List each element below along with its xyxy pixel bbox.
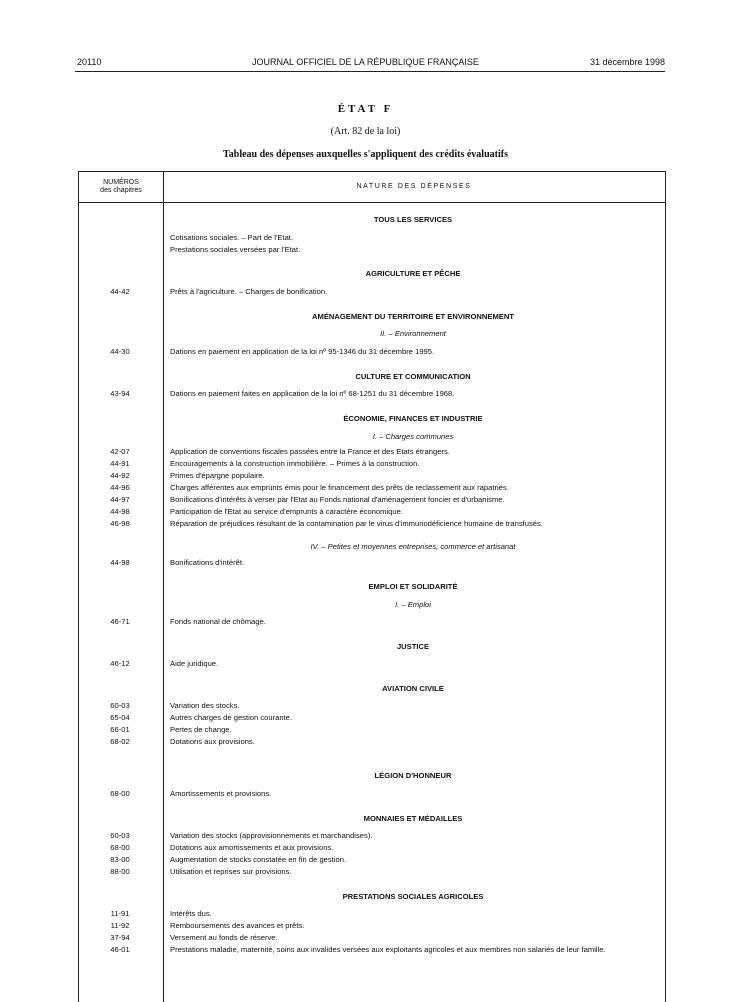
etat-title: ÉTAT F: [337, 103, 394, 115]
expense-label: Aide juridique.: [170, 659, 219, 668]
column-header-nature: NATURE DES DÉPENSES: [356, 183, 472, 190]
article-reference: (Art. 82 de la loi): [330, 126, 401, 137]
expense-label: ÉCONOMIE, FINANCES ET INDUSTRIE: [343, 414, 483, 423]
section-heading: [78, 413, 664, 425]
chapter-number: 68-00: [110, 789, 130, 798]
section-heading: [78, 214, 664, 226]
chapter-number: 42-07: [110, 447, 130, 456]
expense-label: Prestations maladie, maternité, soins aux invalides versées aux exploitants agricoles et aux membres non salariés de leur famille.: [170, 945, 606, 954]
expense-label: CULTURE ET COMMUNICATION: [355, 372, 471, 381]
chapter-number: 46-98: [110, 519, 130, 528]
expense-label: Prêts à l'agriculture. – Charges de bonification.: [170, 287, 328, 296]
expense-label: Dotations aux provisions.: [170, 737, 255, 746]
expense-label: PRESTATIONS SOCIALES AGRICOLES: [342, 892, 484, 901]
table-row: [78, 616, 664, 628]
chapter-number: 65-04: [110, 713, 130, 722]
expense-label: Encouragements à la construction immobilière. – Primes à la construction.: [170, 459, 420, 468]
expense-label: I. – Charges communes: [372, 432, 454, 441]
expense-label: EMPLOI ET SOLIDARITÉ: [368, 582, 458, 591]
chapter-number: 46-71: [110, 617, 130, 626]
table-row: [78, 830, 664, 842]
expense-label: AMÉNAGEMENT DU TERRITOIRE ET ENVIRONNEMENT: [312, 312, 514, 321]
expense-label: Remboursements des avances et prêts.: [170, 921, 305, 930]
section-heading: [78, 891, 664, 903]
expense-label: Primes d'épargne populaire.: [170, 471, 265, 480]
chapter-number: 83-00: [110, 855, 130, 864]
expense-label: Fonds national de chômage.: [170, 617, 266, 626]
table-row: [78, 788, 664, 800]
table-row: [78, 908, 664, 920]
section-heading: [78, 581, 664, 593]
expense-label: LÉGION D'HONNEUR: [374, 771, 452, 780]
expense-label: Réparation de préjudices résultant de la contamination par le virus d'immunodéficience humaine de transfusés.: [170, 519, 543, 528]
chapter-number: 46-01: [110, 945, 130, 954]
expense-label: IV. – Petites et moyennes entreprises, commerce et artisanat: [310, 542, 516, 551]
chapter-number: 43-94: [110, 389, 130, 398]
journal-title: JOURNAL OFFICIEL DE LA RÉPUBLIQUE FRANÇAISE: [252, 57, 479, 67]
publication-date: 31 décembre 1998: [589, 57, 665, 67]
expense-label: Dations en paiement faites en application de la loi nº 68-1251 du 31 décembre 1968.: [170, 389, 455, 398]
header-row-divider: [79, 202, 665, 203]
table-row: [78, 470, 664, 482]
expense-label: Amortissements et provisions.: [170, 789, 272, 798]
page-number: 20110: [77, 57, 102, 67]
table-row: [78, 724, 664, 736]
table-row: [78, 944, 664, 956]
section-heading: [78, 268, 664, 280]
section-heading: [78, 770, 664, 782]
expense-label: Dotations aux amortissements et aux provisions.: [170, 843, 334, 852]
subsection-heading: [78, 599, 664, 611]
table-row: [78, 658, 664, 670]
table-row: [78, 286, 664, 298]
table-row: [78, 458, 664, 470]
chapter-number: 66-01: [110, 725, 130, 734]
table-row: [78, 700, 664, 712]
chapter-number: 44-42: [110, 287, 130, 296]
chapter-number: 44-92: [110, 471, 130, 480]
expense-label: I. – Emploi: [395, 600, 431, 609]
expense-label: Variation des stocks.: [170, 701, 240, 710]
table-row: [78, 557, 664, 569]
section-heading: [78, 683, 664, 695]
expense-label: Bonifications d'intérêts à verser par l'Etat au Fonds national d'aménagement foncier et d'urbanisme.: [170, 495, 505, 504]
expense-label: Pertes de change.: [170, 725, 232, 734]
chapter-number: 11-91: [110, 909, 130, 918]
subsection-heading: [78, 541, 664, 553]
table-row: [78, 232, 664, 244]
table-row: [78, 736, 664, 748]
chapter-number: 44-30: [110, 347, 130, 356]
expense-label: Intérêts dus.: [170, 909, 212, 918]
expense-label: Bonifications d'intérêt.: [170, 558, 245, 567]
table-row: [78, 494, 664, 506]
table-row: [78, 244, 664, 256]
table-row: [78, 446, 664, 458]
table-subtitle: Tableau des dépenses auxquelles s'appliquent des crédits évaluatifs: [223, 149, 508, 160]
table-row: [78, 854, 664, 866]
header-divider: [75, 71, 665, 72]
section-heading: [78, 641, 664, 653]
chapter-number: 44-96: [110, 483, 130, 492]
section-heading: [78, 813, 664, 825]
table-row: [78, 346, 664, 358]
chapter-number: 11-92: [110, 921, 130, 930]
chapter-number: 68-02: [110, 737, 130, 746]
section-heading: [78, 371, 664, 383]
chapter-number: 88-00: [110, 867, 130, 876]
chapter-number: 68-00: [110, 843, 130, 852]
subsection-heading: [78, 431, 664, 443]
column-header-numbers-line2: des chapitres: [100, 187, 142, 194]
expense-label: AGRICULTURE ET PÊCHE: [365, 269, 461, 278]
expense-label: II. – Environnement: [380, 329, 446, 338]
expense-label: MONNAIES ET MÉDAILLES: [363, 814, 463, 823]
expense-label: Participation de l'Etat au service d'emprunts à caractère économique.: [170, 507, 403, 516]
expense-label: AVIATION CIVILE: [382, 684, 444, 693]
table-row: [78, 842, 664, 854]
expense-label: Augmentation de stocks constatée en fin de gestion.: [170, 855, 347, 864]
chapter-number: 44-98: [110, 507, 130, 516]
expense-label: Dations en paiement en application de la loi nº 95-1346 du 31 décembre 1995.: [170, 347, 435, 356]
chapter-number: 44-98: [110, 558, 130, 567]
table-row: [78, 920, 664, 932]
expense-label: Versement au fonds de réserve.: [170, 933, 278, 942]
table-row: [78, 506, 664, 518]
chapter-number: 46-12: [110, 659, 130, 668]
expense-label: JUSTICE: [396, 642, 430, 651]
column-header-numbers-line1: NUMÉROS: [103, 179, 139, 186]
chapter-number: 37-94: [110, 933, 130, 942]
table-row: [78, 388, 664, 400]
chapter-number: 60-03: [110, 701, 130, 710]
expense-label: Utilisation et reprises sur provisions.: [170, 867, 292, 876]
table-row: [78, 866, 664, 878]
table-row: [78, 932, 664, 944]
subsection-heading: [78, 328, 664, 340]
chapter-number: 44-97: [110, 495, 130, 504]
table-row: [78, 712, 664, 724]
expense-label: TOUS LES SERVICES: [373, 215, 453, 224]
expense-label: Variation des stocks (approvisionnements et marchandises).: [170, 831, 373, 840]
expense-label: Cotisations sociales. – Part de l'Etat.: [170, 233, 294, 242]
table-row: [78, 518, 664, 530]
expense-label: Prestations sociales versées par l'Etat.: [170, 245, 301, 254]
section-heading: [78, 311, 664, 323]
chapter-number: 60-03: [110, 831, 130, 840]
expense-label: Application de conventions fiscales passées entre la France et des Etats étrangers.: [170, 447, 450, 456]
chapter-number: 44-91: [110, 459, 130, 468]
table-row: [78, 482, 664, 494]
expense-label: Autres charges de gestion courante.: [170, 713, 292, 722]
expense-label: Charges afférentes aux emprunts émis pour le financement des prêts de reclassement aux rapatriés.: [170, 483, 509, 492]
column-header-numbers: [79, 179, 163, 195]
